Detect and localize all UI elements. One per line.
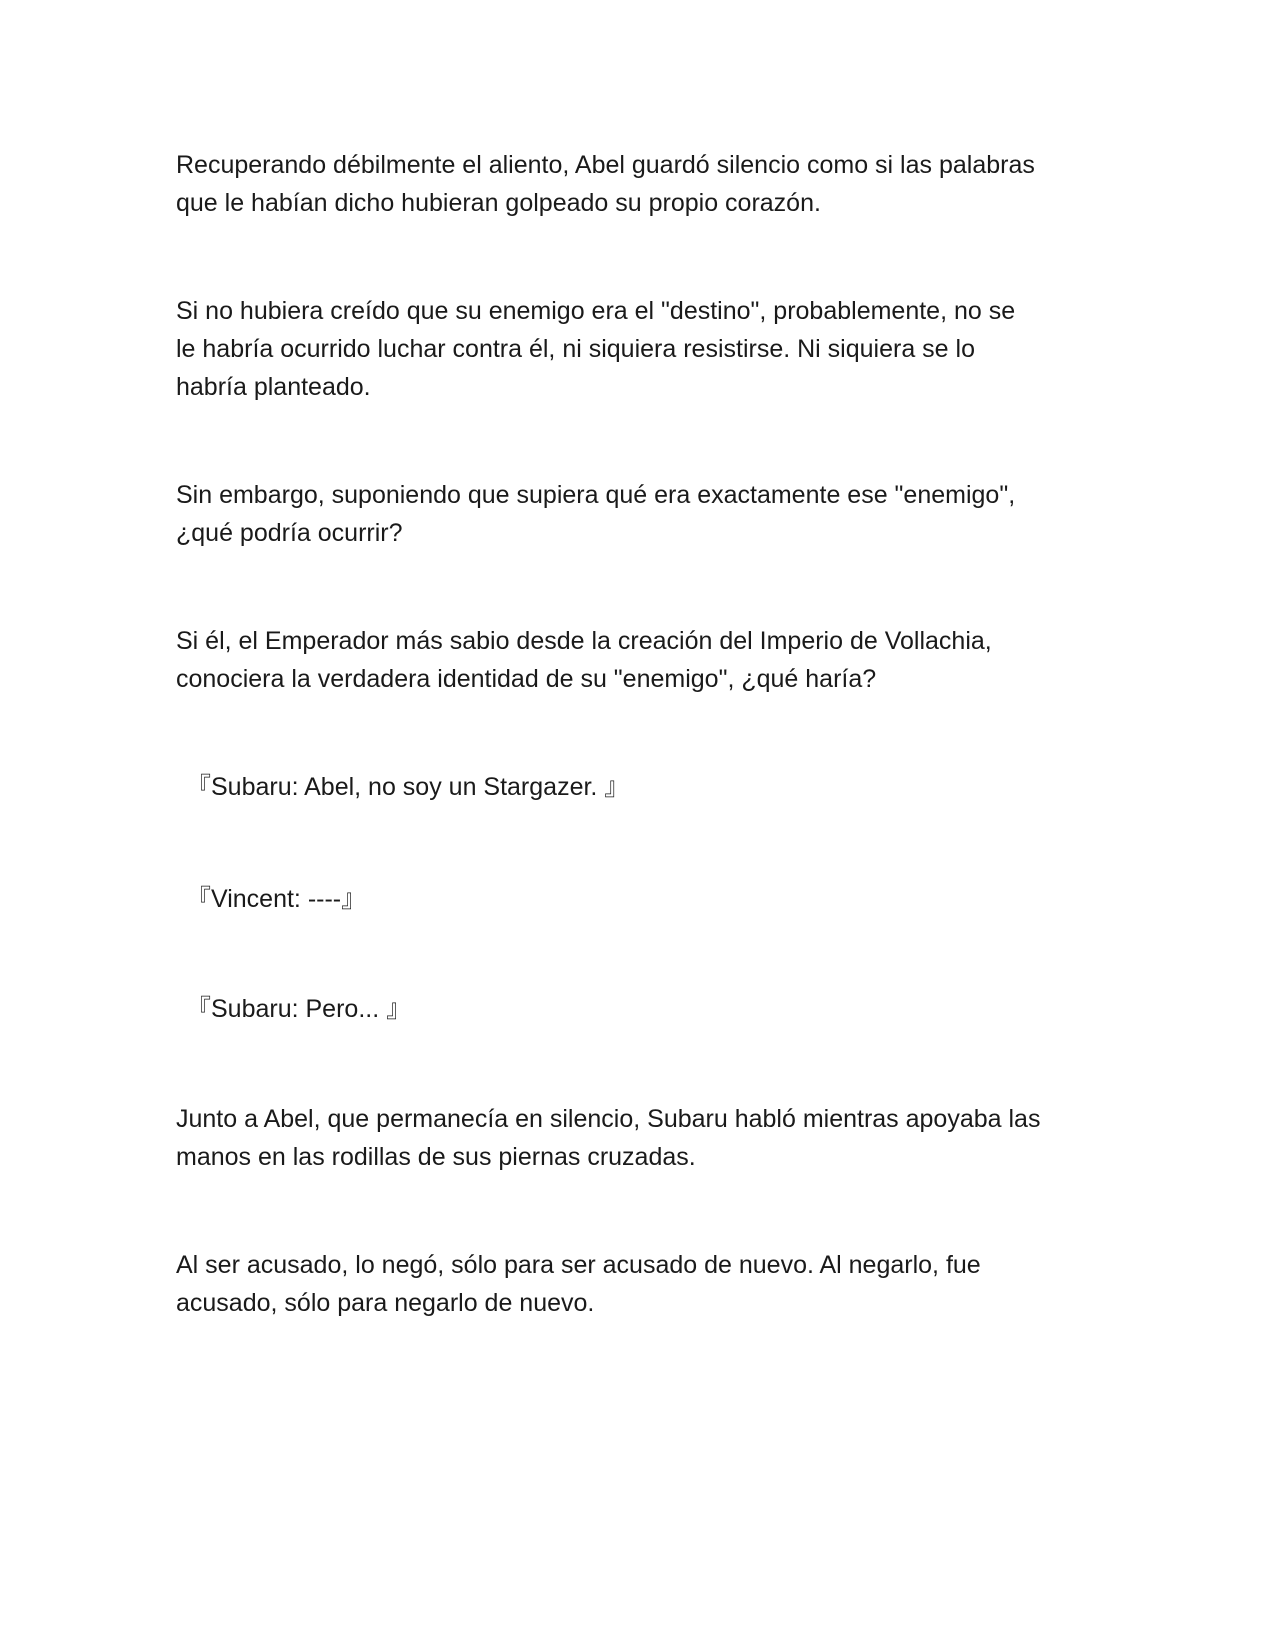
paragraph-line: Sin embargo, suponiendo que supiera qué era exactamente ese "enemigo", bbox=[176, 481, 1016, 509]
dialogue-subaru-2 bbox=[186, 990, 1116, 1028]
paragraph-line: que le habían dicho hubieran golpeado su propio corazón. bbox=[176, 189, 821, 217]
paragraph-3 bbox=[176, 476, 1106, 552]
paragraph-line: acusado, sólo para negarlo de nuevo. bbox=[176, 1289, 595, 1317]
paragraph-line: Al ser acusado, lo negó, sólo para ser acusado de nuevo. Al negarlo, fue bbox=[176, 1251, 981, 1279]
paragraph-line: conociera la verdadera identidad de su "enemigo", ¿qué haría? bbox=[176, 665, 877, 693]
dialogue-subaru-1 bbox=[186, 768, 1116, 806]
paragraph-1 bbox=[176, 146, 1106, 222]
dialogue-line: 『Vincent: ----』 bbox=[186, 885, 367, 913]
paragraph-6 bbox=[176, 1246, 1106, 1322]
dialogue-vincent bbox=[186, 880, 1116, 918]
paragraph-line: le habría ocurrido luchar contra él, ni siquiera resistirse. Ni siquiera se lo bbox=[176, 335, 975, 363]
dialogue-line: 『Subaru: Pero... 』 bbox=[186, 995, 412, 1023]
paragraph-line: Junto a Abel, que permanecía en silencio, Subaru habló mientras apoyaba las bbox=[176, 1105, 1041, 1133]
paragraph-line: Recuperando débilmente el aliento, Abel guardó silencio como si las palabras bbox=[176, 151, 1035, 179]
paragraph-line: Si él, el Emperador más sabio desde la creación del Imperio de Vollachia, bbox=[176, 627, 992, 655]
paragraph-line: manos en las rodillas de sus piernas cruzadas. bbox=[176, 1143, 696, 1171]
paragraph-line: Si no hubiera creído que su enemigo era el "destino", probablemente, no se bbox=[176, 297, 1016, 325]
paragraph-2 bbox=[176, 292, 1106, 406]
paragraph-line: ¿qué podría ocurrir? bbox=[176, 519, 403, 547]
paragraph-4 bbox=[176, 622, 1106, 698]
paragraph-5 bbox=[176, 1100, 1106, 1176]
dialogue-line: 『Subaru: Abel, no soy un Stargazer. 』 bbox=[186, 773, 630, 801]
paragraph-line: habría planteado. bbox=[176, 373, 371, 401]
